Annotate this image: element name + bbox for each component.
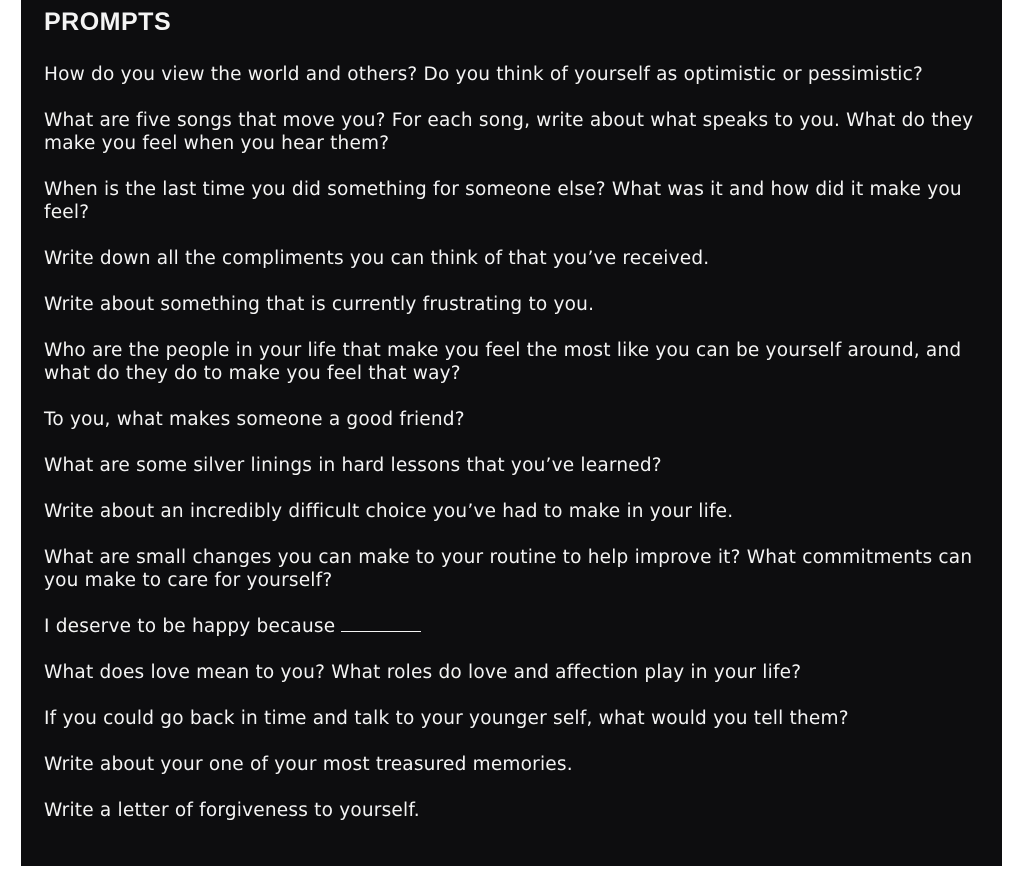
left-margin — [0, 0, 21, 872]
prompt-text: I deserve to be happy because — [44, 616, 336, 637]
prompt-item — [44, 707, 982, 730]
prompt-item — [44, 454, 982, 477]
prompt-text: If you could go back in time and talk to your younger self, what would you tell them? — [44, 708, 849, 729]
prompt-text: Write about your one of your most treasured memories. — [44, 754, 573, 775]
prompts-heading: PROMPTS — [44, 8, 172, 36]
fill-in-blank-line — [341, 630, 421, 632]
prompt-item — [44, 799, 982, 822]
prompt-text: Who are the people in your life that make you feel the most like you can be yourself around, and what do they do to make you feel that way? — [44, 340, 962, 384]
prompt-item — [44, 546, 982, 592]
prompt-item — [44, 63, 982, 86]
prompts-card — [21, 0, 1002, 866]
prompt-text: What are five songs that move you? For each song, write about what speaks to you. What do they make you feel when you hear them? — [44, 110, 974, 154]
prompt-item — [44, 661, 982, 684]
prompt-item — [44, 615, 982, 638]
prompt-text: When is the last time you did something for someone else? What was it and how did it make you feel? — [44, 179, 962, 223]
prompt-item — [44, 500, 982, 523]
prompt-item — [44, 408, 982, 431]
prompt-text: To you, what makes someone a good friend? — [44, 409, 465, 430]
prompt-item — [44, 339, 982, 385]
prompt-text: What are small changes you can make to your routine to help improve it? What commitments can you make to care for yourself? — [44, 547, 973, 591]
prompt-item — [44, 293, 982, 316]
prompt-item — [44, 178, 982, 224]
prompt-item — [44, 109, 982, 155]
prompt-text: How do you view the world and others? Do you think of yourself as optimistic or pessimistic? — [44, 64, 924, 85]
prompt-text: Write about an incredibly difficult choice you’ve had to make in your life. — [44, 501, 734, 522]
prompt-item — [44, 247, 982, 270]
prompt-text: Write about something that is currently frustrating to you. — [44, 294, 595, 315]
prompt-list — [44, 63, 982, 822]
prompt-item — [44, 753, 982, 776]
bottom-margin — [0, 866, 1024, 872]
prompt-text: What does love mean to you? What roles do love and affection play in your life? — [44, 662, 802, 683]
prompt-text: Write down all the compliments you can think of that you’ve received. — [44, 248, 710, 269]
prompt-text: Write a letter of forgiveness to yourself. — [44, 800, 420, 821]
prompt-text: What are some silver linings in hard lessons that you’ve learned? — [44, 455, 662, 476]
